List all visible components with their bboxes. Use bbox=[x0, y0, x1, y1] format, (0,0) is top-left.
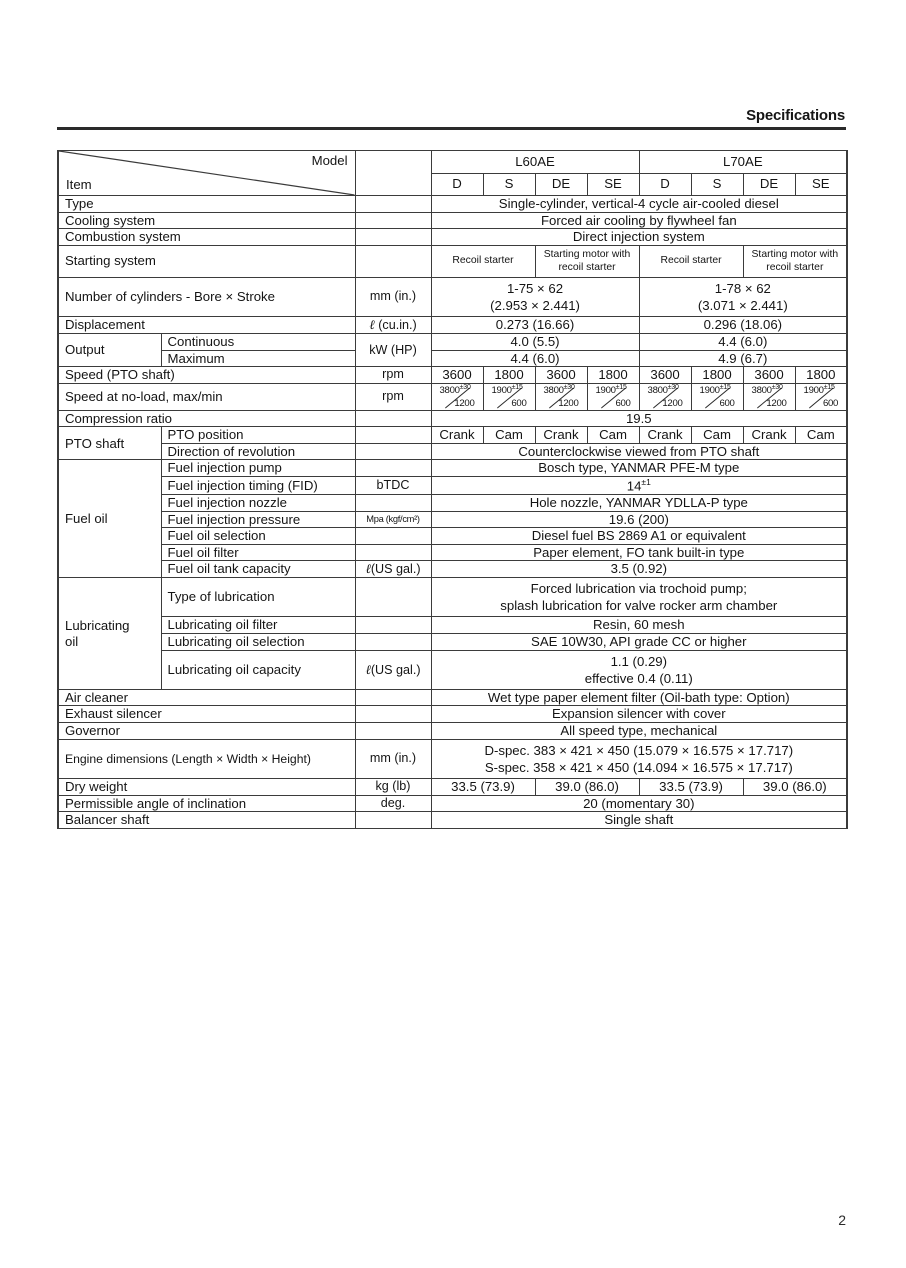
row-group-pto-shaft: PTO shaft bbox=[58, 427, 161, 460]
row-unit-type bbox=[355, 196, 431, 213]
row-value-type: Single-cylinder, vertical-4 cycle air-cooled diesel bbox=[431, 196, 847, 213]
cylinders-l70-line2: (3.071 × 2.441) bbox=[697, 297, 788, 313]
noload-max: $3800^{\pm 30}$ bbox=[751, 383, 783, 396]
row-label-fuel-injection-nozzle: Fuel injection nozzle bbox=[161, 494, 355, 511]
row-label-cooling-system: Cooling system bbox=[58, 212, 355, 229]
pto-position-cell: Cam bbox=[483, 427, 535, 444]
row-unit-fuel-injection-pump bbox=[355, 460, 431, 477]
table-row-pto-direction bbox=[58, 443, 847, 460]
row-label-engine-dimensions: Engine dimensions (Length × Width × Height) bbox=[58, 739, 355, 778]
row-unit-lubricating-oil-selection bbox=[355, 634, 431, 651]
displacement-value-l60: 0.273 (16.66) bbox=[431, 317, 639, 334]
speed-pto-cell: 3600 bbox=[639, 367, 691, 384]
cylinders-value-l70 bbox=[639, 277, 847, 316]
model-l60ae-header: L60AE bbox=[431, 151, 639, 174]
speed-pto-cell: 1800 bbox=[795, 367, 847, 384]
speed-noload-cell bbox=[431, 383, 483, 410]
row-label-speed-pto: Speed (PTO shaft) bbox=[58, 367, 355, 384]
table-row-type bbox=[58, 196, 847, 213]
table-row-combustion-system bbox=[58, 229, 847, 246]
row-label-air-cleaner: Air cleaner bbox=[58, 689, 355, 706]
row-value-fuel-injection-pressure: 19.6 (200) bbox=[431, 511, 847, 528]
cylinders-l70-line1: 1-78 × 62 bbox=[714, 280, 771, 296]
table-row-fuel-injection-nozzle bbox=[58, 494, 847, 511]
table-row-fuel-injection-timing bbox=[58, 476, 847, 494]
speed-pto-cell: 1800 bbox=[587, 367, 639, 384]
row-unit-cooling-system bbox=[355, 212, 431, 229]
noload-max: $1900^{\pm 15}$ bbox=[699, 383, 731, 396]
lube-capacity-line2: effective 0.4 (0.11) bbox=[584, 670, 693, 686]
lubricating-oil-label-line2: oil bbox=[65, 633, 79, 649]
noload-min: 1200 bbox=[558, 398, 579, 410]
speed-pto-cell: 3600 bbox=[535, 367, 587, 384]
row-label-lubricating-oil-selection: Lubricating oil selection bbox=[161, 634, 355, 651]
row-value-fuel-injection-pump: Bosch type, YANMAR PFE-M type bbox=[431, 460, 847, 477]
row-unit-governor bbox=[355, 723, 431, 740]
noload-max: $1900^{\pm 15}$ bbox=[803, 383, 835, 396]
row-label-fuel-oil-selection: Fuel oil selection bbox=[161, 528, 355, 545]
row-label-compression-ratio: Compression ratio bbox=[58, 410, 355, 427]
row-unit-starting-system bbox=[355, 245, 431, 277]
row-label-fuel-injection-pump: Fuel injection pump bbox=[161, 460, 355, 477]
displacement-unit-rest: (cu.in.) bbox=[374, 318, 417, 333]
row-unit-fuel-injection-nozzle bbox=[355, 494, 431, 511]
fid-tolerance: ±1 bbox=[641, 476, 651, 487]
row-unit-cylinders-bore-stroke: mm (in.) bbox=[355, 277, 431, 316]
table-header-model-row bbox=[58, 151, 847, 174]
variant-l70-s: S bbox=[691, 173, 743, 196]
row-unit-engine-dimensions: mm (in.) bbox=[355, 739, 431, 778]
noload-max: $3800^{\pm 30}$ bbox=[647, 383, 679, 396]
table-row-fuel-oil-tank-capacity bbox=[58, 561, 847, 578]
row-unit-fuel-injection-pressure: Mpa (kgf/cm²) bbox=[355, 511, 431, 528]
variant-l60-d: D bbox=[431, 173, 483, 196]
row-label-exhaust-silencer: Exhaust silencer bbox=[58, 706, 355, 723]
lubrication-line2: splash lubrication for valve rocker arm chamber bbox=[500, 598, 778, 614]
speed-noload-cell bbox=[639, 383, 691, 410]
table-row-fuel-injection-pump bbox=[58, 460, 847, 477]
noload-min: 1200 bbox=[766, 398, 787, 410]
row-value-compression-ratio: 19.5 bbox=[431, 410, 847, 427]
output-maximum-l70: 4.9 (6.7) bbox=[639, 350, 847, 367]
page-header bbox=[57, 108, 846, 130]
row-unit-lubricating-oil-filter bbox=[355, 617, 431, 634]
starting-system-l60-recoil: Recoil starter bbox=[431, 245, 535, 277]
table-row-inclination bbox=[58, 795, 847, 812]
row-unit-balancer-shaft bbox=[355, 812, 431, 829]
row-unit-pto-direction bbox=[355, 443, 431, 460]
row-group-lubricating-oil bbox=[58, 578, 161, 690]
row-label-lubricating-oil-filter: Lubricating oil filter bbox=[161, 617, 355, 634]
row-value-fuel-injection-nozzle: Hole nozzle, YANMAR YDLLA-P type bbox=[431, 494, 847, 511]
variant-l60-de: DE bbox=[535, 173, 587, 196]
lubrication-line1: Forced lubrication via trochoid pump; bbox=[530, 581, 747, 597]
unit-header-cell bbox=[355, 151, 431, 196]
table-row-starting-system bbox=[58, 245, 847, 277]
speed-pto-cell: 3600 bbox=[431, 367, 483, 384]
row-unit-fuel-oil-selection bbox=[355, 528, 431, 545]
speed-noload-cell bbox=[587, 383, 639, 410]
output-continuous-l60: 4.0 (5.5) bbox=[431, 333, 639, 350]
speed-pto-cell: 3600 bbox=[743, 367, 795, 384]
starting-system-l60-motor: Starting motor with recoil starter bbox=[535, 245, 639, 277]
speed-pto-cell: 1800 bbox=[483, 367, 535, 384]
row-unit-dry-weight: kg (lb) bbox=[355, 778, 431, 795]
specifications-table-wrapper bbox=[57, 150, 846, 829]
table-row-lubricating-oil-selection bbox=[58, 634, 847, 651]
row-unit-lubricating-oil-capacity bbox=[355, 650, 431, 689]
table-row-output-maximum bbox=[58, 350, 847, 367]
table-row-output-continuous bbox=[58, 333, 847, 350]
row-unit-compression-ratio bbox=[355, 410, 431, 427]
model-l70ae-header: L70AE bbox=[639, 151, 847, 174]
row-value-fuel-oil-selection: Diesel fuel BS 2869 A1 or equivalent bbox=[431, 528, 847, 545]
pto-position-cell: Cam bbox=[795, 427, 847, 444]
variant-l70-de: DE bbox=[743, 173, 795, 196]
noload-min: 600 bbox=[615, 398, 631, 410]
table-row-fuel-injection-pressure bbox=[58, 511, 847, 528]
noload-max: $3800^{\pm 30}$ bbox=[439, 383, 471, 396]
dry-weight-cell: 39.0 (86.0) bbox=[535, 778, 639, 795]
speed-noload-cell bbox=[795, 383, 847, 410]
row-label-balancer-shaft: Balancer shaft bbox=[58, 812, 355, 829]
row-label-combustion-system: Combustion system bbox=[58, 229, 355, 246]
header-rule bbox=[57, 127, 846, 130]
row-value-lubricating-oil-selection: SAE 10W30, API grade CC or higher bbox=[431, 634, 847, 651]
table-row-air-cleaner bbox=[58, 689, 847, 706]
speed-noload-cell bbox=[691, 383, 743, 410]
variant-l60-se: SE bbox=[587, 173, 639, 196]
row-unit-output: kW (HP) bbox=[355, 333, 431, 366]
pto-position-cell: Crank bbox=[431, 427, 483, 444]
table-row-exhaust-silencer bbox=[58, 706, 847, 723]
pto-position-cell: Crank bbox=[535, 427, 587, 444]
table-row-lubricating-oil-capacity bbox=[58, 650, 847, 689]
row-label-fuel-oil-tank-capacity: Fuel oil tank capacity bbox=[161, 561, 355, 578]
dry-weight-cell: 33.5 (73.9) bbox=[431, 778, 535, 795]
row-value-pto-direction: Counterclockwise viewed from PTO shaft bbox=[431, 443, 847, 460]
table-row-speed-noload bbox=[58, 383, 847, 410]
row-label-type: Type bbox=[58, 196, 355, 213]
row-value-exhaust-silencer: Expansion silencer with cover bbox=[431, 706, 847, 723]
table-row-compression-ratio bbox=[58, 410, 847, 427]
row-label-governor: Governor bbox=[58, 723, 355, 740]
lube-capacity-line1: 1.1 (0.29) bbox=[610, 653, 668, 669]
noload-max: $1900^{\pm 15}$ bbox=[491, 383, 523, 396]
lubricating-oil-label-line1: Lubricating bbox=[65, 617, 130, 633]
table-row-engine-dimensions bbox=[58, 739, 847, 778]
table-row-balancer-shaft bbox=[58, 812, 847, 829]
row-unit-fuel-injection-timing: bTDC bbox=[355, 476, 431, 494]
speed-pto-cell: 1800 bbox=[691, 367, 743, 384]
output-continuous-l70: 4.4 (6.0) bbox=[639, 333, 847, 350]
row-unit-speed-pto: rpm bbox=[355, 367, 431, 384]
row-unit-exhaust-silencer bbox=[355, 706, 431, 723]
variant-l70-d: D bbox=[639, 173, 691, 196]
row-value-lubricating-oil-capacity bbox=[431, 650, 847, 689]
starting-system-l70-motor: Starting motor with recoil starter bbox=[743, 245, 847, 277]
row-label-lubricating-oil-capacity: Lubricating oil capacity bbox=[161, 650, 355, 689]
row-label-cylinders-bore-stroke: Number of cylinders - Bore × Stroke bbox=[58, 277, 355, 316]
table-row-pto-position bbox=[58, 427, 847, 444]
row-group-output: Output bbox=[58, 333, 161, 366]
pto-position-cell: Cam bbox=[691, 427, 743, 444]
model-label: Model bbox=[311, 153, 348, 168]
table-row-cylinders-bore-stroke bbox=[58, 277, 847, 316]
row-value-engine-dimensions bbox=[431, 739, 847, 778]
cylinders-value-l60 bbox=[431, 277, 639, 316]
table-row-lubricating-oil-filter bbox=[58, 617, 847, 634]
pto-position-cell: Cam bbox=[587, 427, 639, 444]
row-value-balancer-shaft: Single shaft bbox=[431, 812, 847, 829]
displacement-value-l70: 0.296 (18.06) bbox=[639, 317, 847, 334]
row-unit-speed-noload: rpm bbox=[355, 383, 431, 410]
speed-noload-cell bbox=[535, 383, 587, 410]
variant-l70-se: SE bbox=[795, 173, 847, 196]
row-value-inclination: 20 (momentary 30) bbox=[431, 795, 847, 812]
pto-position-cell: Crank bbox=[743, 427, 795, 444]
table-row-speed-pto bbox=[58, 367, 847, 384]
corner-diagonal-line bbox=[59, 151, 355, 195]
output-maximum-l60: 4.4 (6.0) bbox=[431, 350, 639, 367]
row-unit-air-cleaner bbox=[355, 689, 431, 706]
noload-max: $1900^{\pm 15}$ bbox=[595, 383, 627, 396]
row-value-fuel-oil-filter: Paper element, FO tank built-in type bbox=[431, 544, 847, 561]
row-label-inclination: Permissible angle of inclination bbox=[58, 795, 355, 812]
fid-value: 14 bbox=[626, 478, 642, 494]
starting-system-l70-recoil: Recoil starter bbox=[639, 245, 743, 277]
fuel-tank-unit-rest: (US gal.) bbox=[370, 562, 421, 577]
dry-weight-cell: 33.5 (73.9) bbox=[639, 778, 743, 795]
noload-min: 600 bbox=[719, 398, 735, 410]
corner-item-model-cell bbox=[58, 151, 355, 196]
table-row-displacement bbox=[58, 317, 847, 334]
liter-symbol-icon: ℓ bbox=[369, 317, 375, 333]
noload-max: $3800^{\pm 30}$ bbox=[543, 383, 575, 396]
row-unit-displacement bbox=[355, 317, 431, 334]
row-unit-inclination: deg. bbox=[355, 795, 431, 812]
row-label-starting-system: Starting system bbox=[58, 245, 355, 277]
cylinders-l60-line2: (2.953 × 2.441) bbox=[490, 297, 580, 313]
page-footer bbox=[57, 1212, 846, 1228]
noload-min: 600 bbox=[822, 398, 839, 410]
row-unit-type-of-lubrication bbox=[355, 578, 431, 617]
noload-min: 600 bbox=[511, 398, 527, 410]
noload-min: 1200 bbox=[662, 398, 683, 410]
row-label-output-maximum: Maximum bbox=[161, 350, 355, 367]
variant-l60-s: S bbox=[483, 173, 535, 196]
speed-noload-cell bbox=[743, 383, 795, 410]
page-title: Specifications bbox=[746, 107, 845, 124]
row-label-type-of-lubrication: Type of lubrication bbox=[161, 578, 355, 617]
pto-position-cell: Crank bbox=[639, 427, 691, 444]
row-label-output-continuous: Continuous bbox=[161, 333, 355, 350]
engine-dimensions-line2: S-spec. 358 × 421 × 450 (14.094 × 16.575 × 17.717) bbox=[484, 759, 793, 775]
row-value-air-cleaner: Wet type paper element filter (Oil-bath type: Option) bbox=[431, 689, 847, 706]
row-unit-combustion-system bbox=[355, 229, 431, 246]
row-label-pto-direction: Direction of revolution bbox=[161, 443, 355, 460]
row-value-fuel-injection-timing bbox=[431, 476, 847, 494]
speed-noload-cell bbox=[483, 383, 535, 410]
table-row-cooling-system bbox=[58, 212, 847, 229]
row-unit-pto-position bbox=[355, 427, 431, 444]
row-unit-fuel-oil-tank-capacity bbox=[355, 561, 431, 578]
row-label-dry-weight: Dry weight bbox=[58, 778, 355, 795]
row-unit-fuel-oil-filter bbox=[355, 544, 431, 561]
table-row-governor bbox=[58, 723, 847, 740]
liter-symbol-icon: ℓ bbox=[365, 561, 371, 577]
lube-capacity-unit-rest: (US gal.) bbox=[370, 662, 421, 677]
row-label-fuel-injection-pressure: Fuel injection pressure bbox=[161, 511, 355, 528]
table-row-fuel-oil-filter bbox=[58, 544, 847, 561]
engine-dimensions-line1: D-spec. 383 × 421 × 450 (15.079 × 16.575 × 17.717) bbox=[484, 742, 794, 758]
row-value-lubricating-oil-filter: Resin, 60 mesh bbox=[431, 617, 847, 634]
noload-min: 1200 bbox=[454, 398, 475, 410]
row-label-speed-noload: Speed at no-load, max/min bbox=[58, 383, 355, 410]
row-value-fuel-oil-tank-capacity: 3.5 (0.92) bbox=[431, 561, 847, 578]
dry-weight-cell: 39.0 (86.0) bbox=[743, 778, 847, 795]
cylinders-l60-line1: 1-75 × 62 bbox=[506, 280, 564, 296]
row-value-combustion-system: Direct injection system bbox=[431, 229, 847, 246]
table-row-type-of-lubrication bbox=[58, 578, 847, 617]
row-label-pto-position: PTO position bbox=[161, 427, 355, 444]
item-label: Item bbox=[66, 177, 92, 193]
specifications-table bbox=[57, 150, 848, 829]
row-label-displacement: Displacement bbox=[58, 317, 355, 334]
row-value-governor: All speed type, mechanical bbox=[431, 723, 847, 740]
row-label-fuel-oil-filter: Fuel oil filter bbox=[161, 544, 355, 561]
table-row-fuel-oil-selection bbox=[58, 528, 847, 545]
row-label-fuel-injection-timing: Fuel injection timing (FID) bbox=[161, 476, 355, 494]
row-value-cooling-system: Forced air cooling by flywheel fan bbox=[431, 212, 847, 229]
table-row-dry-weight bbox=[58, 778, 847, 795]
row-value-type-of-lubrication bbox=[431, 578, 847, 617]
page-number: 2 bbox=[838, 1212, 846, 1228]
row-group-fuel-oil: Fuel oil bbox=[58, 460, 161, 578]
liter-symbol-icon: ℓ bbox=[365, 661, 371, 677]
